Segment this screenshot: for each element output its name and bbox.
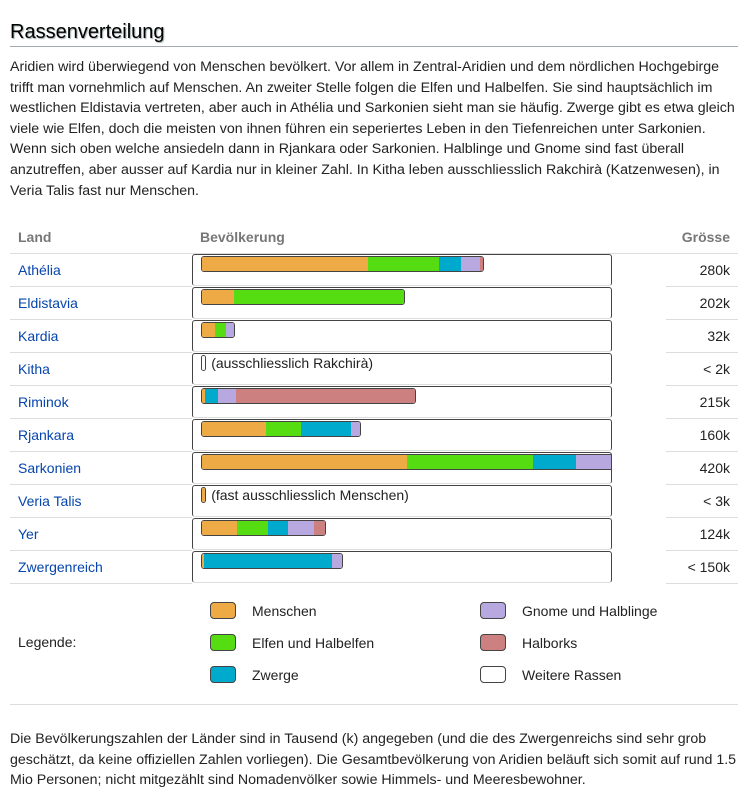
land-link[interactable]: Kitha	[18, 361, 50, 377]
population-bar	[201, 553, 343, 569]
table-row	[10, 419, 738, 452]
population-bar	[201, 421, 361, 437]
legend-label-elfen: Elfen und Halbelfen	[252, 634, 375, 651]
section-heading: Rassenverteilung	[10, 20, 738, 47]
bar-segment-gnome	[351, 422, 361, 436]
size-cell: < 150k	[666, 551, 738, 584]
land-cell	[10, 419, 192, 452]
population-bar-cell	[192, 419, 612, 451]
land-cell	[10, 353, 192, 386]
legend-label: Legende:	[18, 634, 77, 650]
population-bar-cell	[192, 485, 612, 517]
legend-label-gnome: Gnome und Halblinge	[522, 602, 658, 619]
bar-segment-zwerge	[439, 257, 461, 271]
land-link[interactable]: Zwergenreich	[18, 559, 103, 575]
population-bar	[201, 487, 206, 503]
population-bar-cell	[192, 386, 612, 418]
population-bar	[201, 520, 326, 536]
bar-segment-gnome	[218, 389, 236, 403]
bar-segment-zwerge	[268, 521, 289, 535]
land-cell	[10, 452, 192, 485]
bar-segment-menschen	[202, 521, 237, 535]
population-bar-cell	[192, 254, 612, 286]
bar-segment-gnome	[332, 554, 342, 568]
land-cell	[10, 518, 192, 551]
bar-segment-gnome	[288, 521, 314, 535]
legend-swatch-gnome	[480, 602, 506, 619]
size-cell: < 2k	[666, 353, 738, 386]
table-row	[10, 254, 738, 287]
legend-label-halborks: Halborks	[522, 634, 578, 651]
bar-segment-elfen	[237, 521, 267, 535]
land-cell	[10, 551, 192, 584]
legend-item-menschen	[210, 602, 317, 619]
bar-segment-halborks	[480, 257, 482, 271]
land-link[interactable]: Athélia	[18, 262, 61, 278]
legend-swatch-zwerge	[210, 666, 236, 683]
bar-segment-menschen	[202, 455, 407, 469]
population-bar	[201, 388, 416, 404]
legend-label-zwerge: Zwerge	[252, 666, 299, 683]
legend-label-weitere: Weitere Rassen	[522, 666, 622, 683]
legend-item-halborks	[480, 634, 577, 651]
population-bar	[201, 289, 405, 305]
population-bar-cell	[192, 551, 612, 583]
population-bar-cell	[192, 353, 612, 385]
size-cell: 215k	[666, 386, 738, 419]
bar-segment-elfen	[266, 422, 301, 436]
population-bar	[201, 322, 235, 338]
land-cell	[10, 287, 192, 320]
land-cell	[10, 485, 192, 518]
legend-label-menschen: Menschen	[252, 602, 317, 619]
population-bar	[201, 355, 206, 371]
legend-item-gnome	[480, 602, 657, 619]
bar-segment-menschen	[202, 257, 368, 271]
table-row	[10, 518, 738, 551]
size-cell: 32k	[666, 320, 738, 353]
bar-segment-menschen	[202, 290, 234, 304]
size-cell: 202k	[666, 287, 738, 320]
size-cell: < 3k	[666, 485, 738, 518]
legend-item-elfen	[210, 634, 374, 651]
legend-swatch-elfen	[210, 634, 236, 651]
table-row	[10, 320, 738, 353]
bar-segment-elfen	[407, 455, 533, 469]
population-note: (ausschliesslich Rakchirà)	[211, 354, 374, 371]
land-cell	[10, 320, 192, 353]
table-row	[10, 287, 738, 320]
population-bar	[201, 454, 612, 470]
bar-segment-weitere	[202, 356, 205, 370]
bar-segment-menschen	[202, 323, 215, 337]
bar-segment-menschen	[202, 488, 205, 502]
bar-segment-gnome	[576, 455, 612, 469]
land-link[interactable]: Eldistavia	[18, 295, 78, 311]
footer-paragraph: Die Bevölkerungszahlen der Länder sind in Tausend (k) angegeben (und die des Zwergenreichs sind sehr grob geschätzt, da keine offiziellen Zahlen vorliegen). Die Gesamtbevölkerung von Aridien beläuft sich somit auf rund 1.5 Mio Personen; nicht mitgezählt sind Nomadenvölker sowie Himmels- und Meeresbewohner.	[10, 731, 737, 788]
population-table	[10, 220, 738, 584]
land-link[interactable]: Kardia	[18, 328, 59, 344]
legend-item-weitere	[480, 666, 621, 683]
bar-segment-zwerge	[205, 389, 218, 403]
population-bar-cell	[192, 320, 612, 352]
size-cell: 280k	[666, 254, 738, 287]
bar-segment-halborks	[314, 521, 325, 535]
bar-segment-zwerge	[204, 554, 332, 568]
population-note: (fast ausschliesslich Menschen)	[211, 486, 409, 503]
land-link[interactable]: Yer	[18, 526, 39, 542]
bar-segment-gnome	[461, 257, 480, 271]
legend-swatch-weitere	[480, 666, 506, 683]
bar-segment-menschen	[202, 422, 266, 436]
size-cell: 160k	[666, 419, 738, 452]
table-row	[10, 386, 738, 419]
land-link[interactable]: Rjankara	[18, 427, 75, 443]
land-link[interactable]: Sarkonien	[18, 460, 82, 476]
column-header-population: Bevölkerung	[192, 220, 666, 254]
table-row	[10, 353, 738, 386]
size-cell: 124k	[666, 518, 738, 551]
land-link[interactable]: Riminok	[18, 394, 69, 410]
bar-segment-elfen	[234, 290, 404, 304]
land-cell	[10, 254, 192, 287]
population-bar-cell	[192, 287, 612, 319]
legend-item-zwerge	[210, 666, 299, 683]
table-row	[10, 452, 738, 485]
column-header-size: Grösse	[666, 220, 738, 254]
bar-segment-zwerge	[533, 455, 576, 469]
bar-segment-elfen	[368, 257, 438, 271]
land-link[interactable]: Veria Talis	[18, 493, 82, 509]
bar-segment-zwerge	[301, 422, 351, 436]
bar-segment-elfen	[215, 323, 226, 337]
bar-segment-halborks	[236, 389, 415, 403]
legend-swatch-halborks	[480, 634, 506, 651]
population-bar	[201, 256, 484, 272]
table-row	[10, 485, 738, 518]
size-cell: 420k	[666, 452, 738, 485]
table-row	[10, 551, 738, 584]
legend	[10, 594, 738, 705]
population-bar-cell	[192, 452, 612, 484]
population-bar-cell	[192, 518, 612, 550]
bar-segment-gnome	[226, 323, 234, 337]
column-header-land: Land	[10, 220, 192, 254]
intro-paragraph: Aridien wird überwiegend von Menschen bevölkert. Vor allem in Zentral-Aridien und dem nördlichen Hochgebirge trifft man vornehmlich auf Menschen. An zweiter Stelle folgen die Elfen und Halbelfen. Sie sind hauptsächlich im westlichen Eldistavia vertreten, aber auch in Athélia und Sarkonien sieht man sie häufig. Zwerge gibt es etwa gleich viele wie Elfen, doch die meisten von ihnen führen ein seperiertes Leben in den Tiefenreichen unter Sarkonien. Wenn sich oben welche ansiedeln dann in Rjankara oder Sarkonien. Halblinge und Gnome sind fast überall anzutreffen, aber ausser auf Kardia nur in kleiner Zahl. In Kitha leben ausschliesslich Rakchirà (Katzenwesen), in Veria Talis fast nur Menschen.	[10, 59, 735, 199]
legend-swatch-menschen	[210, 602, 236, 619]
table-header-row	[10, 220, 738, 254]
land-cell	[10, 386, 192, 419]
